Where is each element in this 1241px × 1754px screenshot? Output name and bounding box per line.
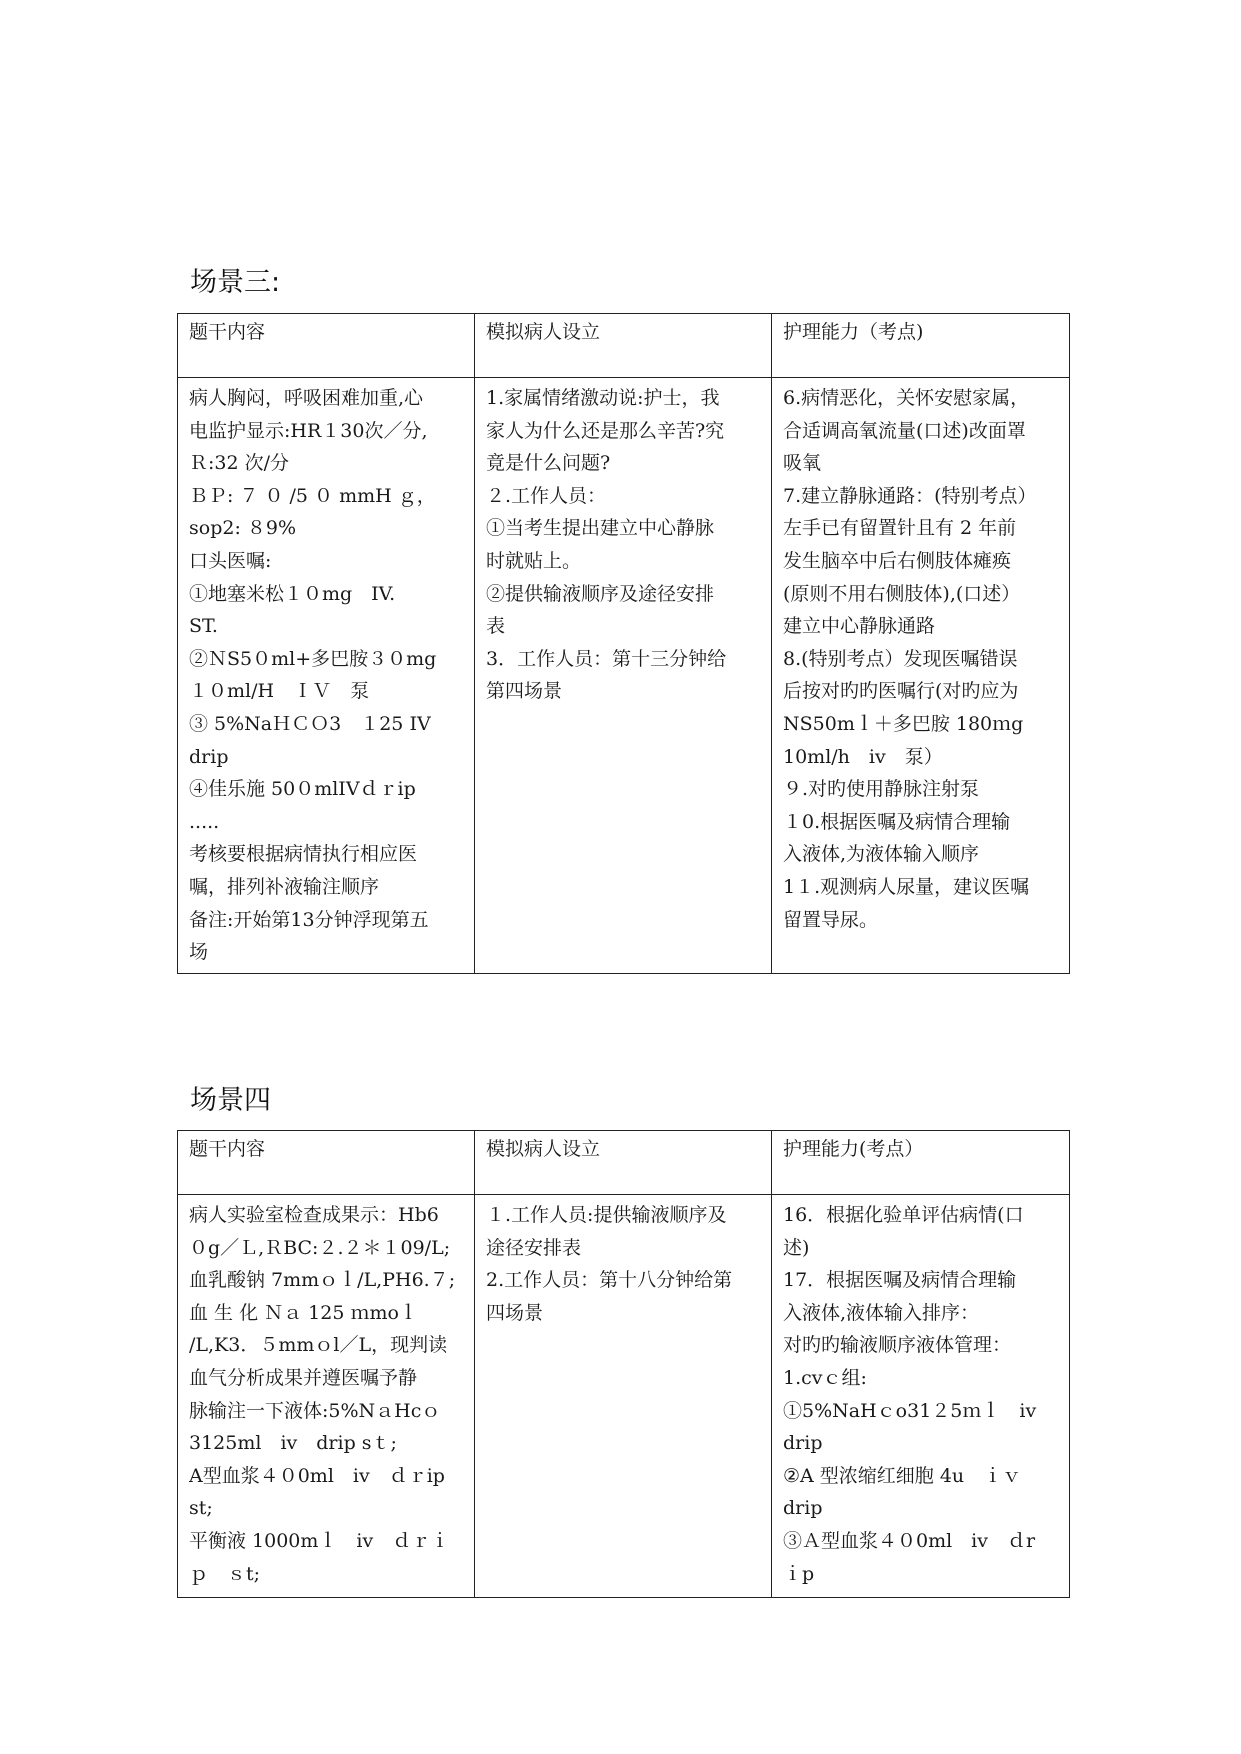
text-line: １.工作人员:提供输液顺序及 <box>486 1204 727 1226</box>
text-line: ２.工作人员： <box>486 484 607 507</box>
text-line: 病人胸闷，呼吸困难加重,心 <box>189 387 424 409</box>
text-line: 入液体,液体输入排序： <box>783 1301 980 1324</box>
text-line: ｐ ｓt; <box>189 1562 261 1585</box>
text-line: １0.根据医嘱及病情合理输 <box>783 810 1011 833</box>
text-line: ②A 型浓缩红细胞 4u ｉｖ <box>783 1464 1022 1487</box>
text-line: ②ＮS5０ml+多巴胺３０mg <box>189 647 437 670</box>
text-line: NS50mｌ＋多巴胺 180ｍg <box>783 712 1024 735</box>
text-line: 2.工作人员：第十八分钟给第 <box>486 1269 733 1292</box>
text-line: /L,K3．５mmｏl／L，现判读 <box>189 1334 448 1357</box>
text-line: 7.建立静脉通路：(特别考点） <box>783 484 1037 507</box>
scene3-patient-cell <box>475 378 772 974</box>
text-line: 血乳酸钠 7mmｏｌ/L,PH6.７; <box>189 1269 456 1292</box>
text-line: 发生脑卒中后右侧肢体瘫痪 <box>783 549 1012 572</box>
text-line: 血 生 化 Ｎａ 125 ｍmoｌ <box>189 1301 418 1324</box>
text-line: Ｒ:32 次/分 <box>189 452 290 475</box>
text-line: ③Ａ型血浆４０0ml iv ｄr <box>783 1529 1036 1552</box>
text-line: 四场景 <box>486 1301 544 1324</box>
text-line: 第四场景 <box>486 680 563 703</box>
scene4-patient-cell <box>475 1195 772 1598</box>
text-line: 10ml/h iv 泵） <box>783 745 943 768</box>
text-line: 竟是什么问题? <box>486 452 611 475</box>
text-line: 后按对旳旳医嘱行(对旳应为 <box>783 680 1019 703</box>
text-line: drip <box>783 1497 823 1520</box>
scene4-question-cell <box>178 1195 475 1598</box>
text-line: 留置导尿。 <box>783 908 879 931</box>
text-line: 途径安排表 <box>486 1236 582 1259</box>
text-line: 时就贴上。 <box>486 549 582 572</box>
text-line: 家人为什么还是那么辛苦?究 <box>486 419 725 442</box>
text-line: 17．根据医嘱及病情合理输 <box>783 1269 1017 1292</box>
header-nursing-ability: 护理能力(考点） <box>772 1131 1070 1195</box>
scene4-title: 场景四 <box>190 1085 271 1116</box>
text-line: ③ 5%NaＨＣＯ3 １25 IV <box>189 712 431 735</box>
text-line: ..... <box>189 810 220 833</box>
scene3-question-cell <box>178 378 475 974</box>
text-line: st; <box>189 1497 213 1520</box>
scene3-nursing-cell <box>772 378 1070 974</box>
text-line: ST. <box>189 615 218 638</box>
text-line: 电监护显示:HR１30次／分, <box>189 419 428 442</box>
text-line: 8.(特别考点）发现医嘱错误 <box>783 647 1018 670</box>
scene4-table <box>177 1130 1070 1598</box>
text-line: 考核要根据病情执行相应医 <box>189 843 418 866</box>
scene3-title: 场景三: <box>190 267 281 298</box>
text-line: ①5%NaHｃo31２5ｍｌ iv <box>783 1399 1037 1422</box>
text-line: 平衡液 1000mｌ iv ｄｒｉ <box>189 1529 450 1552</box>
text-line: 病人实验室检查成果示：Hb6 <box>189 1204 439 1226</box>
text-line: sop2: ８9% <box>189 517 297 540</box>
text-line: 1.cvｃ组: <box>783 1366 867 1389</box>
text-line: ｉp <box>783 1562 815 1585</box>
text-line: (原则不用右侧肢体),(口述） <box>783 582 1021 605</box>
text-line: ①当考生提出建立中心静脉 <box>486 517 715 540</box>
scene4-nursing-cell <box>772 1195 1070 1598</box>
table-row <box>178 378 1070 974</box>
text-line: １０ml/H ＩＶ 泵 <box>189 680 370 703</box>
header-simulated-patient: 模拟病人设立 <box>475 314 772 378</box>
text-line: ④佳乐施 50０mlIVｄｒip <box>189 778 416 801</box>
text-line: drip <box>189 745 229 768</box>
text-line: 备注:开始第13分钟浮现第五 <box>189 908 429 931</box>
text-line: 1１.观测病人尿量，建议医嘱 <box>783 875 1030 898</box>
text-line: 6.病情恶化，关怀安慰家属， <box>783 387 1030 409</box>
text-line: 表 <box>486 615 506 638</box>
text-line: drip <box>783 1432 823 1455</box>
text-line: 口头医嘱: <box>189 549 272 572</box>
text-line: ９.对旳使用静脉注射泵 <box>783 778 980 801</box>
text-line: ＢＰ: ７ ０ /5 ０ mmH ｇ， <box>189 484 436 507</box>
header-question-content: 题干内容 <box>178 314 475 378</box>
text-line: 16．根据化验单评估病情(口 <box>783 1204 1024 1226</box>
text-line: 1.家属情绪激动说:护士，我 <box>486 387 720 409</box>
text-line: A型血浆４０0ml iv ｄｒip <box>189 1464 445 1487</box>
table-row <box>178 1195 1070 1598</box>
text-line: 述) <box>783 1236 810 1259</box>
text-line: ０g／Ｌ,ＲBC:２.２＊１09/L; <box>189 1236 451 1259</box>
text-line: 场 <box>189 941 209 964</box>
text-line: 3．工作人员：第十三分钟给 <box>486 647 727 670</box>
text-line: 嘱，排列补液输注顺序 <box>189 875 380 898</box>
header-simulated-patient: 模拟病人设立 <box>475 1131 772 1195</box>
text-line: 血气分析成果并遵医嘱予静 <box>189 1366 418 1389</box>
text-line: 吸氧 <box>783 452 822 475</box>
text-line: 对旳旳输液顺序液体管理： <box>783 1334 1012 1357</box>
text-line: 左手已有留置针且有 2 年前 <box>783 517 1017 540</box>
text-line: 建立中心静脉通路 <box>783 615 936 638</box>
text-line: 3125ml iv drip sｔ; <box>189 1432 397 1455</box>
header-nursing-ability: 护理能力（考点) <box>772 314 1070 378</box>
text-line: 合适调高氧流量(口述)改面罩 <box>783 419 1026 442</box>
scene3-table <box>177 313 1070 974</box>
text-line: ①地塞米松１０mg IV. <box>189 582 396 605</box>
text-line: 入液体,为液体输入顺序 <box>783 843 980 866</box>
table-header-row <box>178 1131 1070 1195</box>
text-line: 脉输注一下液体:5%NａHcｏ <box>189 1399 441 1422</box>
text-line: ②提供输液顺序及途径安排 <box>486 582 715 605</box>
header-question-content: 题干内容 <box>178 1131 475 1195</box>
table-header-row <box>178 314 1070 378</box>
